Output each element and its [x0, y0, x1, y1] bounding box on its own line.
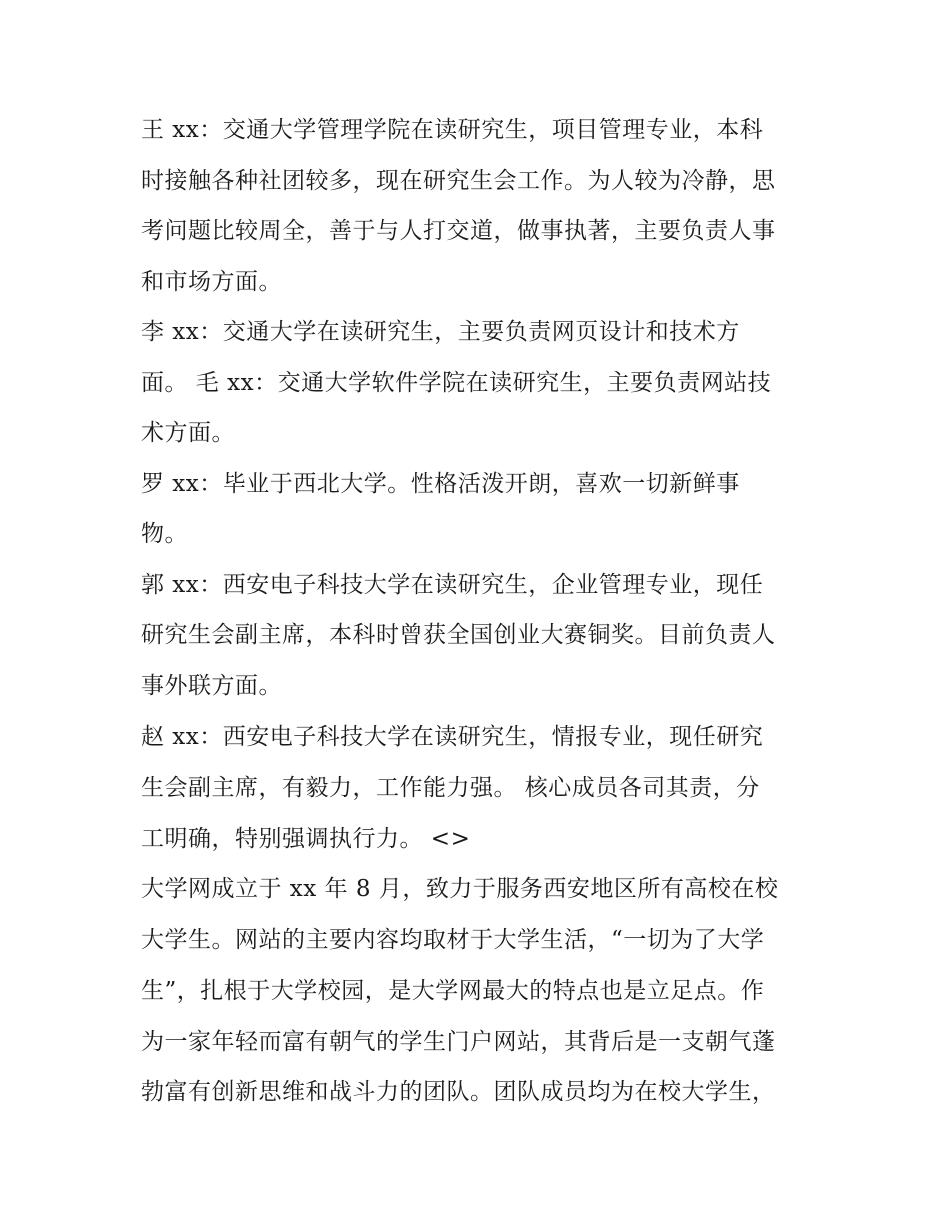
text-line: 生会副主席，有毅力，工作能力强。 核心成员各司其责，分: [141, 775, 760, 801]
text-line: 李 xx：交通大学在读研究生，主要负责网页设计和技术方: [141, 319, 740, 345]
text-line: 王 xx：交通大学管理学院在读研究生，项目管理专业，本科: [141, 117, 764, 143]
text-line: 勃富有创新思维和战斗力的团队。团队成员均为在校大学生，: [141, 1079, 776, 1105]
text-line: 为一家年轻而富有朝气的学生门户网站，其背后是一支朝气蓬: [141, 1029, 776, 1055]
text-line: 大学网成立于 xx 年 8 月，致力于服务西安地区所有高校在校: [141, 876, 779, 902]
text-line: 生”，扎根于大学校园，是大学网最大的特点也是立足点。作: [141, 978, 765, 1004]
text-line: 考问题比较周全，善于与人打交道，做事执著，主要负责人事: [141, 218, 776, 244]
text-line: 和市场方面。: [141, 269, 282, 295]
text-line: 时接触各种社团较多，现在研究生会工作。为人较为冷静，思: [141, 168, 776, 194]
text-line: 郭 xx：西安电子科技大学在读研究生，企业管理专业，现任: [141, 572, 764, 598]
text-line: 赵 xx：西安电子科技大学在读研究生，情报专业，现任研究: [141, 724, 764, 750]
text-line: 大学生。网站的主要内容均取材于大学生活，“一切为了大学: [141, 927, 765, 953]
text-line: 研究生会副主席，本科时曾获全国创业大赛铜奖。目前负责人: [141, 622, 776, 648]
text-line: 面。 毛 xx：交通大学软件学院在读研究生，主要负责网站技: [141, 370, 772, 396]
text-line: 物。: [141, 521, 188, 547]
text-line: 工明确，特别强调执行力。 <>: [141, 826, 471, 852]
text-line: 事外联方面。: [141, 673, 282, 699]
text-line: 术方面。: [141, 420, 235, 446]
text-line: 罗 xx：毕业于西北大学。性格活泼开朗，喜欢一切新鲜事: [141, 471, 740, 497]
